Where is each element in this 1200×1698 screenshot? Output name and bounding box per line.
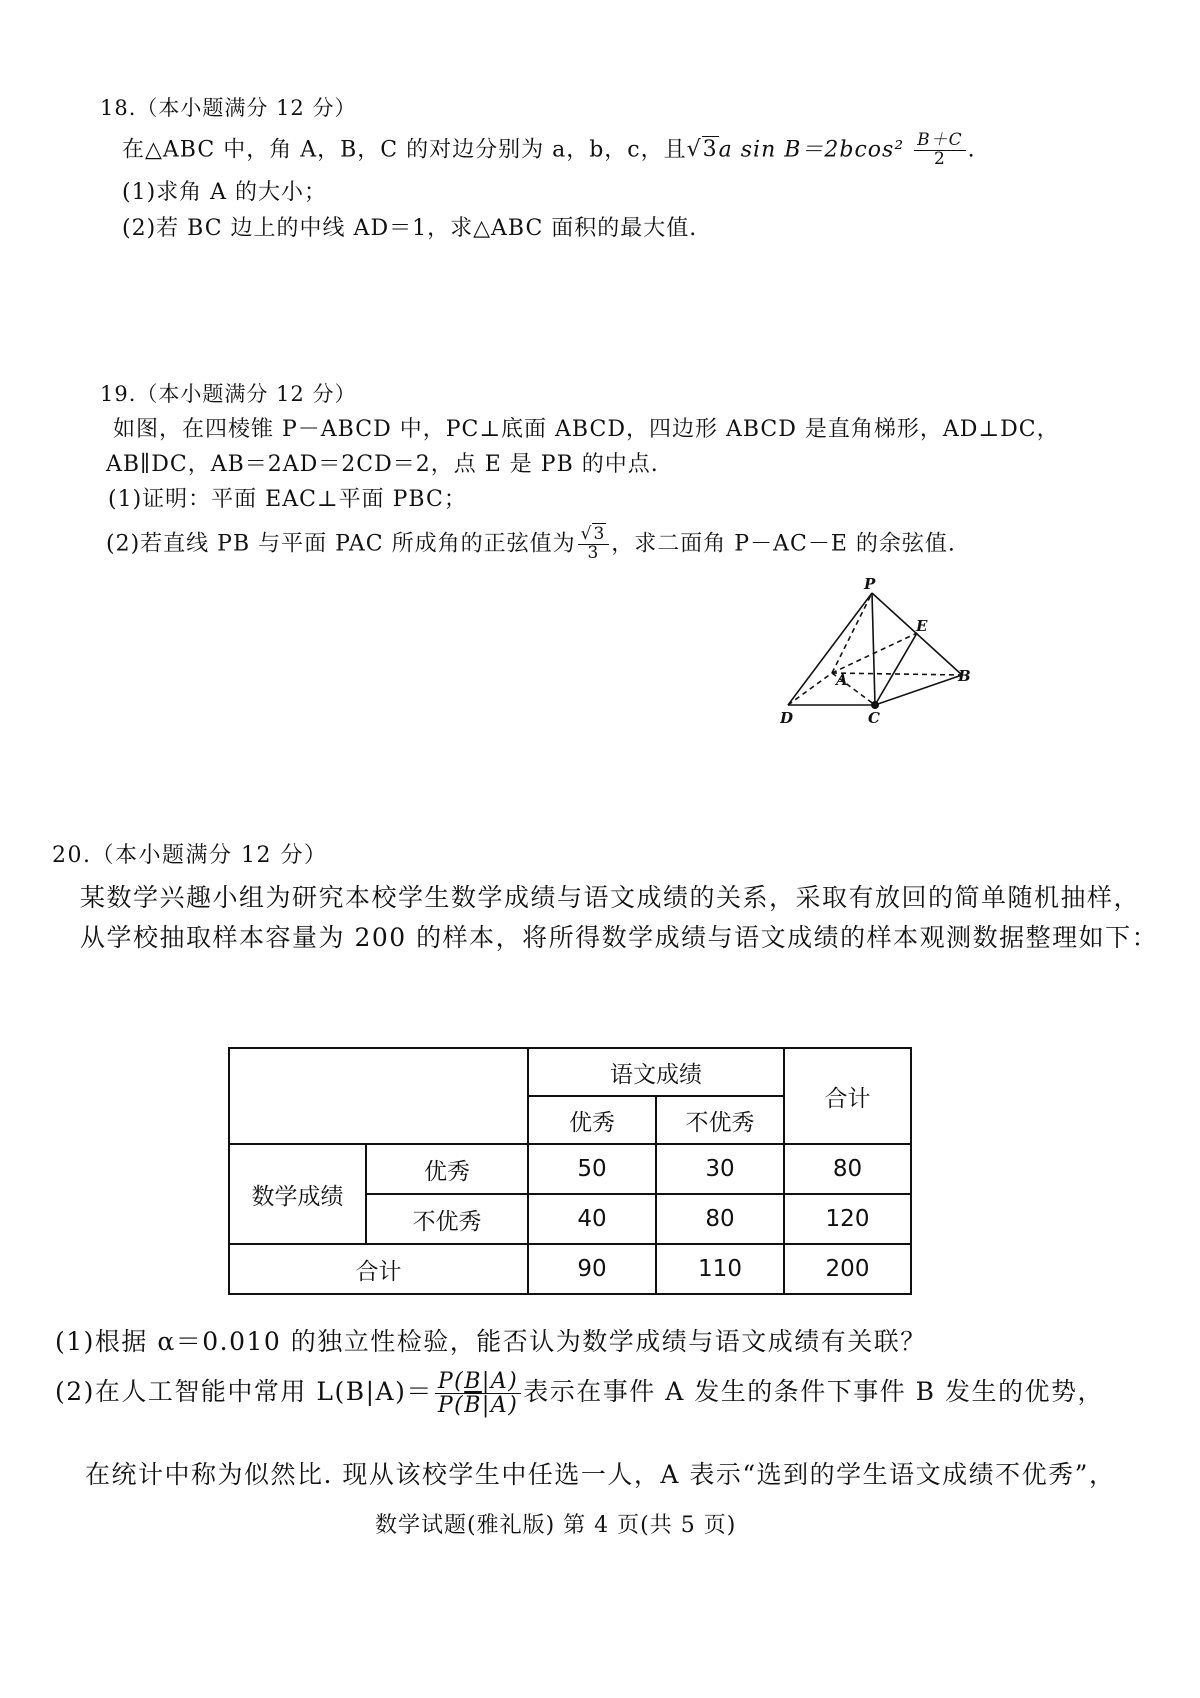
table-cell: 200 bbox=[784, 1244, 911, 1294]
point-C-dot bbox=[871, 701, 879, 709]
table-cell: 80 bbox=[656, 1194, 784, 1244]
edge-AB bbox=[832, 673, 962, 675]
q18-part2: (2)若 BC 边上的中线 AD＝1，求△ABC 面积的最大值. bbox=[122, 216, 698, 241]
q19-part2-fraction: $\frac{√3}{3}$ bbox=[578, 526, 610, 563]
edge-PD bbox=[788, 593, 872, 705]
table-cell: 40 bbox=[528, 1194, 656, 1244]
page-footer: 数学试题(雅礼版) 第 4 页(共 5 页) bbox=[375, 1513, 737, 1538]
pyramid-figure bbox=[780, 575, 990, 735]
sqrt-symbol: √3 bbox=[686, 137, 718, 163]
edge-PC bbox=[872, 593, 875, 705]
label-C: C bbox=[868, 709, 880, 727]
label-E: E bbox=[916, 617, 928, 635]
table-cell: 50 bbox=[528, 1144, 656, 1194]
q18-equation-fraction: $\frac{B+C}{2}$ bbox=[914, 132, 966, 169]
table-row-group-math: 数学成绩 bbox=[229, 1144, 366, 1244]
q20-part2-prefix: (2)在人工智能中常用 L(B|A)＝ bbox=[55, 1377, 433, 1407]
q18-stem-prefix: 在△ABC 中，角 A，B，C 的对边分别为 a，b，c，且 bbox=[122, 137, 687, 163]
q19-part2-prefix: (2)若直线 PB 与平面 PAC 所成角的正弦值为 bbox=[106, 531, 576, 557]
table-row-label: 优秀 bbox=[366, 1144, 528, 1194]
table-cell: 30 bbox=[656, 1144, 784, 1194]
edge-CB bbox=[875, 675, 962, 705]
q20-header: 20.（本小题满分 12 分） bbox=[52, 843, 328, 868]
q20-part2 bbox=[55, 1370, 1104, 1417]
table-cell: 120 bbox=[784, 1194, 911, 1244]
table-corner-cell bbox=[229, 1048, 528, 1144]
q19-part2 bbox=[106, 526, 956, 563]
table-row bbox=[229, 1144, 911, 1194]
table-total-label: 合计 bbox=[229, 1244, 528, 1294]
table-row-label: 不优秀 bbox=[366, 1194, 528, 1244]
table-cell: 80 bbox=[784, 1144, 911, 1194]
label-B: B bbox=[958, 667, 971, 685]
q18-part1: (1)求角 A 的大小； bbox=[122, 180, 328, 205]
table-cell: 110 bbox=[656, 1244, 784, 1294]
label-P: P bbox=[864, 575, 876, 593]
edge-CE bbox=[875, 633, 917, 705]
q20-likelihood-fraction: $\frac{P(B|A)}{P(\overline{B}|A)}$ bbox=[435, 1370, 521, 1417]
edge-DA bbox=[788, 673, 832, 705]
label-A: A bbox=[836, 671, 848, 689]
q20-stem-line2: 从学校抽取样本容量为 200 的样本，将所得数学成绩与语文成绩的样本观测数据整理如下： bbox=[80, 923, 1159, 952]
edge-AP bbox=[832, 593, 872, 673]
table-header-total: 合计 bbox=[784, 1048, 911, 1144]
q19-part1: (1)证明：平面 EAC⊥平面 PBC； bbox=[108, 487, 467, 512]
q19-header: 19.（本小题满分 12 分） bbox=[100, 382, 357, 406]
table-header-chinese: 语文成绩 bbox=[528, 1048, 784, 1096]
contingency-table bbox=[228, 1047, 912, 1295]
q20-part1: (1)根据 α＝0.010 的独立性检验，能否认为数学成绩与语文成绩有关联？ bbox=[55, 1327, 927, 1356]
table-header-not-excellent: 不优秀 bbox=[656, 1096, 784, 1144]
q19-stem-line2: AB∥DC，AB＝2AD＝2CD＝2，点 E 是 PB 的中点. bbox=[106, 452, 659, 477]
q18-stem bbox=[122, 132, 976, 169]
table-row-total bbox=[229, 1244, 911, 1294]
table-header-excellent: 优秀 bbox=[528, 1096, 656, 1144]
q20-stem-line1: 某数学兴趣小组为研究本校学生数学成绩与语文成绩的关系，采取有放回的简单随机抽样， bbox=[80, 883, 1141, 912]
q20-part2-suffix: 表示在事件 A 发生的条件下事件 B 发生的优势， bbox=[523, 1377, 1104, 1407]
q20-part2-line2: 在统计中称为似然比. 现从该校学生中任选一人，A 表示“选到的学生语文成绩不优秀”， bbox=[85, 1460, 1116, 1489]
q18-equation-mid: a sin B＝2bcos² bbox=[718, 137, 905, 163]
label-D: D bbox=[780, 709, 794, 727]
q18-header: 18.（本小题满分 12 分） bbox=[100, 96, 357, 120]
table-cell: 90 bbox=[528, 1244, 656, 1294]
q19-stem-line1: 如图，在四棱锥 P－ABCD 中，PC⊥底面 ABCD，四边形 ABCD 是直角梯形，AD⊥DC， bbox=[113, 417, 1060, 442]
q19-part2-suffix: ，求二面角 P－AC－E 的余弦值. bbox=[611, 531, 956, 557]
q18-equation-end: . bbox=[967, 137, 976, 163]
